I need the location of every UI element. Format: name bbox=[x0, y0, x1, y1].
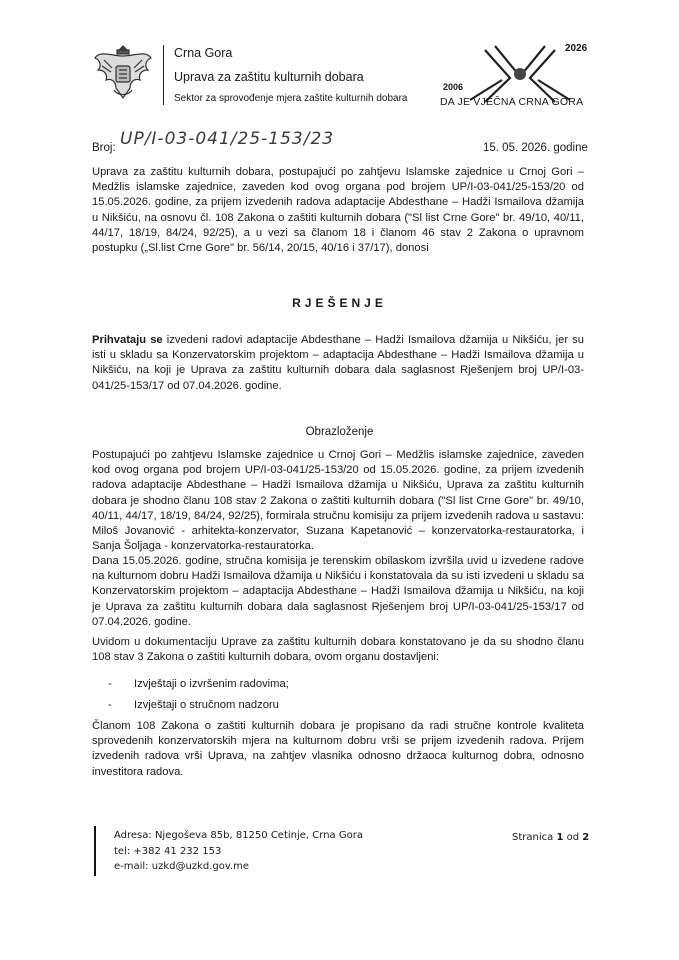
decision-rest: izvedeni radovi adaptacije Abdesthane – Hadži Ismailova džamija u Nikšiću, jer su isti u skladu sa Konzervatorskim projektom – adaptacija Abdesthane – Hadži Ismailova džamija u Nikšiću, na koji je Uprava za zaštitu kulturnih dobara dala saglasnost Rješenjem broj UP/I-03-041/25-153/17 od 07.04.2026. godine. bbox=[92, 334, 584, 392]
decision-paragraph bbox=[92, 333, 584, 394]
reasoning-paragraph-2: Dana 15.05.2026. godine, stručna komisija je terenskim obilaskom izvršila uvid u izvedene radove na kulturnom dobru Hadži Ismailova džamija u Nikšiću i konstatovala da su isti izvedeni u skladu sa Konzervatorskim projektom – adaptacija Abdesthane – Hadži Ismailova džamija u Nikšiću, na koji je Uprava za zaštitu kulturnih dobara dala saglasnost Rješenjem broj UP/I-03-041/25-153/17 od 07.04.2026. godine. bbox=[92, 555, 584, 628]
decision-lead: Prihvataju se bbox=[92, 334, 163, 346]
reasoning-paragraph-4: Članom 108 Zakona o zaštiti kulturnih dobara je propisano da radi stručne kontrole kvaliteta sprovedenih konzervatorskih mjera na kulturnom dobru vrši se prijem izvedenih radova. Prijem izvedenih radova vrši Uprava, na zahtjev vlasnika odnosno držaoca kulturnog dobra, odnosno investitora radova. bbox=[92, 720, 584, 778]
footer-address: Adresa: Njegoševa 85b, 81250 Cetinje, Crna Gora bbox=[114, 830, 363, 841]
jubilee-year-left: 2006 bbox=[443, 82, 464, 92]
header-sector: Sektor za sprovođenje mjera zaštite kulturnih dobara bbox=[174, 93, 408, 104]
documents-list bbox=[108, 674, 508, 716]
footer-email[interactable]: e-mail: uzkd@uzkd.gov.me bbox=[114, 861, 250, 872]
list-item: - Izvještaji o izvršenim radovima; bbox=[108, 678, 289, 690]
reasoning-heading: Obrazloženje bbox=[305, 426, 374, 438]
reasoning-paragraph-1: Postupajući po zahtjevu Islamske zajednice u Crnoj Gori – Medžlis islamske zajednice, zaveden kod ovog organa pod brojem UP/I-03-041/25-153/20 od 15.05.2026. godine, za prijem izvedenih radova adaptacije Abdesthane – Hadži Ismailova džamija u Nikšiću, Uprava za zaštitu kulturnih dobara je shodno članu 108 stav 2 Zakona o zaštiti kulturnih dobara ("Sl list Crne Gore" br. 49/10, 40/11, 44/17, 18/19, 84/24, 92/25), formirala stručnu komisiju za prijem izvedenih radova u sastavu: Miloš Jovanović - arhitekta-konzervator, Suzana Kapetanović – konzervatorka-restauratorka, i Sanja Šoljaga - konzervatorka-restauratorka. bbox=[92, 449, 584, 553]
footer-tel: tel: +382 41 232 153 bbox=[114, 845, 222, 857]
ref-label: Broj: bbox=[92, 142, 116, 154]
list-item: - Izvještaji o stručnom nadzoru bbox=[108, 699, 279, 711]
document-date: 15. 05. 2026. godine bbox=[483, 142, 588, 154]
reasoning-paragraph-3: Uvidom u dokumentaciju Uprave za zaštitu kulturnih dobara konstatovano je da su shodno članu 108 stav 3 Zakona o zaštiti kulturnih dobara, ovom organu dostavljeni: bbox=[92, 636, 584, 664]
jubilee-year-top: 2026 bbox=[565, 43, 588, 54]
coat-of-arms-icon bbox=[92, 40, 154, 104]
jubilee-tagline: DA JE VJEČNA CRNA GORA bbox=[440, 96, 584, 108]
ref-handwritten-number: UP/I-03-041/25-153/23 bbox=[120, 129, 335, 149]
page-number: Stranica 1 od 2 bbox=[512, 832, 590, 843]
intro-paragraph: Uprava za zaštitu kulturnih dobara, postupajući po zahtjevu Islamske zajednice u Crnoj Gori – Medžlis islamske zajednice, zaveden kod ovog organa pod brojem UP/I-03-041/25-153/20 od 15.05.2026. godine, za prijem izvedenih radova adaptacije Abdesthane – Hadži Ismailova džamija u Nikšiću, na osnovu čl. 108 Zakona o zaštiti kulturnih dobara ("Sl list Crne Gore" br. 49/10, 40/11, 44/17, 18/19, 84/24, 92/25), a u vezi sa članom 18 i članom 46 stav 2 Zakona o upravnom postupku („Sl.list Crne Gore" br. 56/14, 20/15, 40/16 i 37/17), donosi bbox=[92, 166, 584, 255]
header-divider bbox=[163, 45, 164, 105]
document-title: RJEŠENJE bbox=[292, 296, 387, 310]
header-office: Uprava za zaštitu kulturnih dobara bbox=[174, 70, 364, 84]
header-country: Crna Gora bbox=[174, 46, 233, 60]
footer-contact bbox=[114, 828, 363, 875]
footer-divider bbox=[94, 826, 96, 876]
